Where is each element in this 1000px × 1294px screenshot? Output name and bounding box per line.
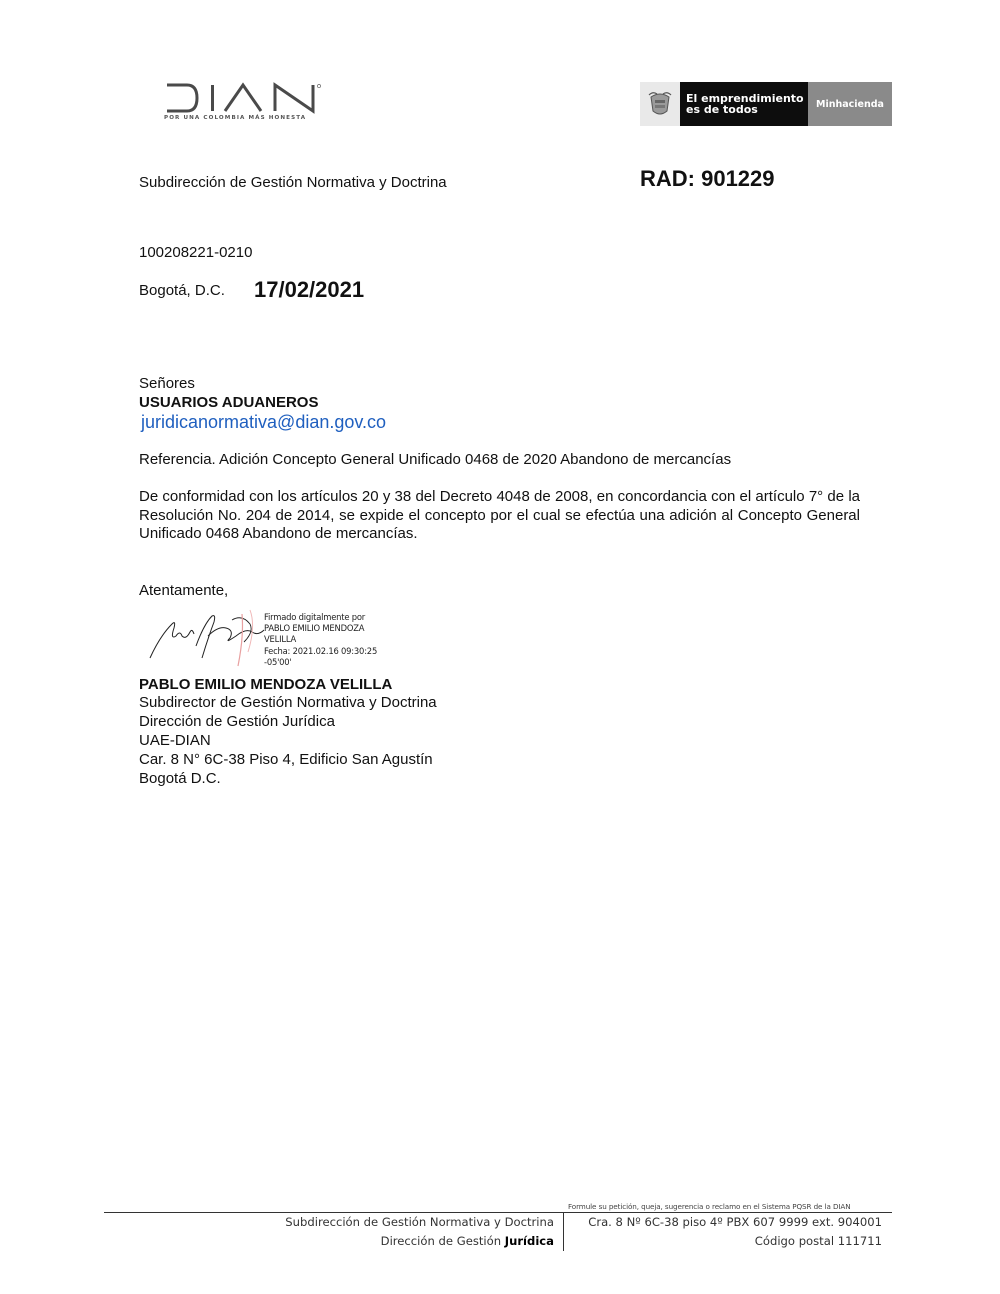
place: Bogotá, D.C. [139,282,225,299]
footer-vertical-divider [563,1213,564,1251]
slogan-line-2: es de todos [686,103,758,116]
digital-signature-stamp [264,612,377,668]
letter-date: 17/02/2021 [254,277,365,302]
coat-of-arms-icon [640,82,680,126]
footer-postal-code: Código postal 111711 [754,1234,882,1248]
letter-body: De conformidad con los artículos 20 y 38 del Decreto 4048 de 2008, en concordancia con el artículo 7° de la Resolución No. 204 de 2014, se expide el concepto por el cual se efectúa una adición al Concepto General Unificado 0468 Abandono de mercancías. [139,488,860,542]
signer-address: Car. 8 N° 6C-38 Piso 4, Edificio San Agustín [139,751,433,768]
radication-number: RAD: 901229 [640,166,775,191]
signer-city: Bogotá D.C. [139,770,221,787]
footer-divider [104,1212,892,1213]
signature-line-5: -05'00' [264,656,292,667]
signature-line-1: Firmado digitalmente por [264,612,366,622]
footer-direction-strong: Jurídica [504,1234,554,1248]
footer-office: Subdirección de Gestión Normativa y Doctrina [285,1215,554,1229]
signer-title: Subdirector de Gestión Normativa y Doctrina [139,694,437,711]
signer-entity: UAE-DIAN [139,732,211,749]
government-slogan [680,82,808,126]
ministry-label: Minhacienda [808,82,892,126]
closing: Atentamente, [139,582,229,599]
salutation: Señores [139,375,195,392]
footer-direction [381,1234,554,1248]
reference-line: Referencia. Adición Concepto General Unificado 0468 de 2020 Abandono de mercancías [139,451,732,468]
footer-note: Formule su petición, queja, sugerencia o reclamo en el Sistema PQSR de la DIAN [568,1202,851,1211]
recipient-name: USUARIOS ADUANEROS [139,394,319,411]
footer-address: Cra. 8 Nº 6C-38 piso 4º PBX 607 9999 ext. 904001 [588,1215,882,1229]
dian-wordmark-icon [163,82,323,114]
slogan-line-1: El emprendimiento [686,92,804,105]
signature-line-4: Fecha: 2021.02.16 09:30:25 [264,645,378,656]
handwritten-signature-icon [146,606,268,668]
file-number: 100208221-0210 [139,244,253,261]
government-banner [640,82,892,126]
issuing-office: Subdirección de Gestión Normativa y Doctrina [139,174,447,191]
footer-direction-prefix: Dirección de Gestión [380,1234,502,1248]
dian-logo [163,82,328,128]
signature-line-2: PABLO EMILIO MENDOZA [264,623,365,634]
signer-name: PABLO EMILIO MENDOZA VELILLA [139,676,393,693]
signature-line-3: VELILLA [264,634,297,645]
signer-department: Dirección de Gestión Jurídica [139,713,335,730]
dian-tagline: POR UNA COLOMBIA MÁS HONESTA [164,115,307,121]
recipient-email[interactable]: juridicanormativa@dian.gov.co [141,412,387,432]
